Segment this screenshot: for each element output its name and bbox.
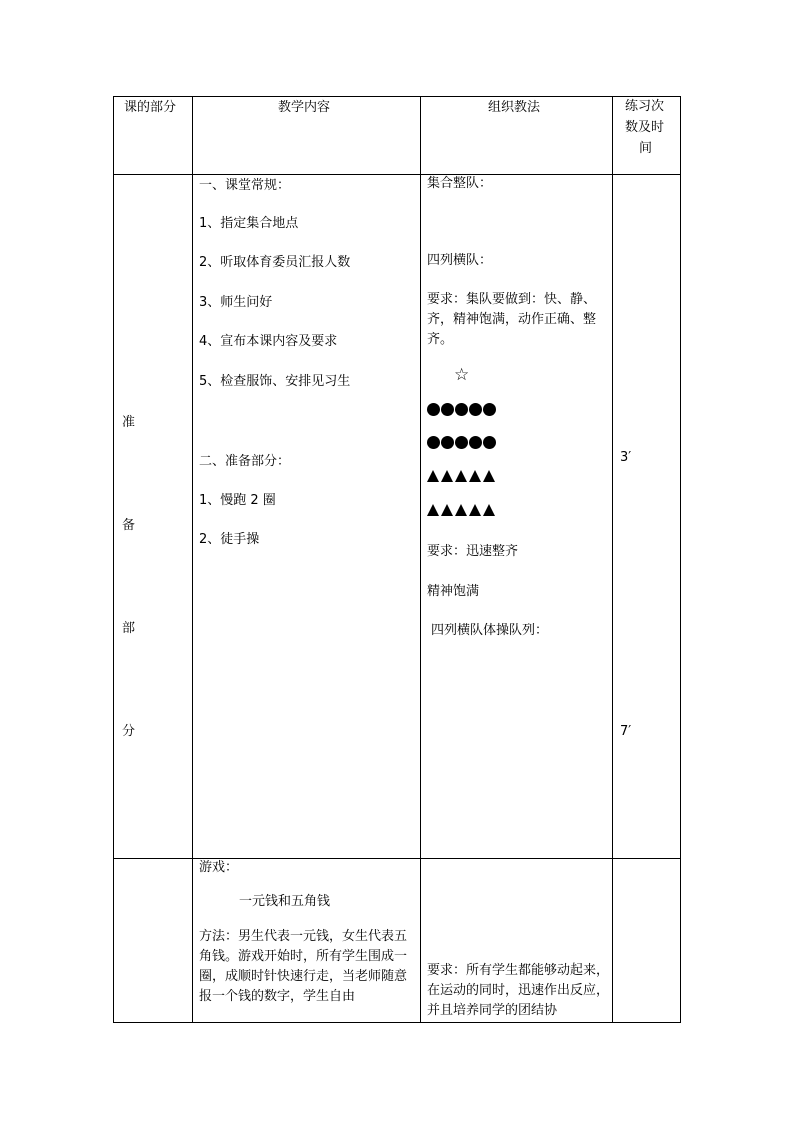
formation-row-circles (427, 403, 497, 416)
formation-row-triangles (427, 470, 497, 482)
section-label-char: 部 (122, 621, 136, 636)
student-triangle-icon (483, 504, 495, 516)
student-circle-icon (441, 403, 454, 416)
section-label-char: 备 (122, 518, 136, 533)
student-triangle-icon (427, 470, 439, 482)
routine-item: 2、听取体育委员汇报人数 (199, 255, 351, 270)
routine-item: 3、师生问好 (199, 295, 273, 310)
game-requirement-text: 要求：所有学生都能够动起来，在运动的同时，迅速作出反应，并且培养同学的团结协 (427, 963, 609, 1018)
header-practice-times-line1: 练习次 (625, 99, 665, 114)
warmup-item: 2、徒手操 (199, 532, 260, 547)
student-circle-icon (427, 436, 440, 449)
student-circle-icon (427, 403, 440, 416)
header-organization-method: 组织教法 (488, 100, 541, 115)
requirement2-text: 要求：迅速整齐 (427, 544, 519, 559)
student-circle-icon (455, 403, 468, 416)
section-label-char: 分 (122, 724, 136, 739)
header-practice-times-line3: 间 (639, 141, 653, 156)
section-label-char: 准 (122, 415, 136, 430)
game-title: 游戏： (199, 860, 239, 875)
student-circle-icon (483, 436, 496, 449)
formation-row-triangles (427, 504, 497, 516)
student-triangle-icon (469, 470, 481, 482)
warmup-item: 1、慢跑 2 圈 (199, 493, 276, 508)
student-triangle-icon (441, 504, 453, 516)
routine-item: 5、检查服饰、安排见习生 (199, 374, 351, 389)
column-divider (192, 97, 193, 1022)
student-circle-icon (455, 436, 468, 449)
student-circle-icon (441, 436, 454, 449)
header-section-part: 课的部分 (124, 100, 177, 115)
time-value: 3′ (620, 450, 632, 465)
time-value: 7′ (620, 724, 632, 739)
routine-item: 4、宣布本课内容及要求 (199, 334, 338, 349)
assemble-text: 集合整队： (427, 176, 493, 191)
formation-row-circles (427, 436, 497, 449)
game-method-text: 方法：男生代表一元钱，女生代表五角钱。游戏开始时，所有学生围成一圈，成顺时针快速行走，当老师随意报一个钱的数字，学生自由 (199, 929, 408, 1004)
header-teaching-content: 教学内容 (278, 100, 331, 115)
student-triangle-icon (469, 504, 481, 516)
student-triangle-icon (455, 504, 467, 516)
student-circle-icon (483, 403, 496, 416)
spirit-text: 精神饱满 (427, 584, 480, 599)
four-rows-text: 四列横队： (427, 253, 493, 268)
column-divider (420, 97, 421, 1022)
routine-heading: 一、课堂常规： (199, 178, 291, 193)
header-practice-times-line2: 数及时 (625, 120, 665, 135)
lesson-plan-table (113, 96, 681, 1023)
student-circle-icon (469, 436, 482, 449)
exercise-formation-text: 四列横队体操队列： (431, 623, 549, 638)
requirement-text: 要求：集队要做到：快、静、齐，精神饱满，动作正确、整齐。 (427, 292, 597, 347)
column-divider (612, 97, 613, 1022)
routine-item: 1、指定集合地点 (199, 216, 299, 231)
game-name: 一元钱和五角钱 (239, 894, 331, 909)
student-triangle-icon (441, 470, 453, 482)
student-triangle-icon (483, 470, 495, 482)
student-circle-icon (469, 403, 482, 416)
student-triangle-icon (427, 504, 439, 516)
student-triangle-icon (455, 470, 467, 482)
teacher-star-icon: ☆ (454, 365, 470, 385)
row-divider (114, 174, 680, 175)
warmup-heading: 二、准备部分： (199, 454, 291, 469)
